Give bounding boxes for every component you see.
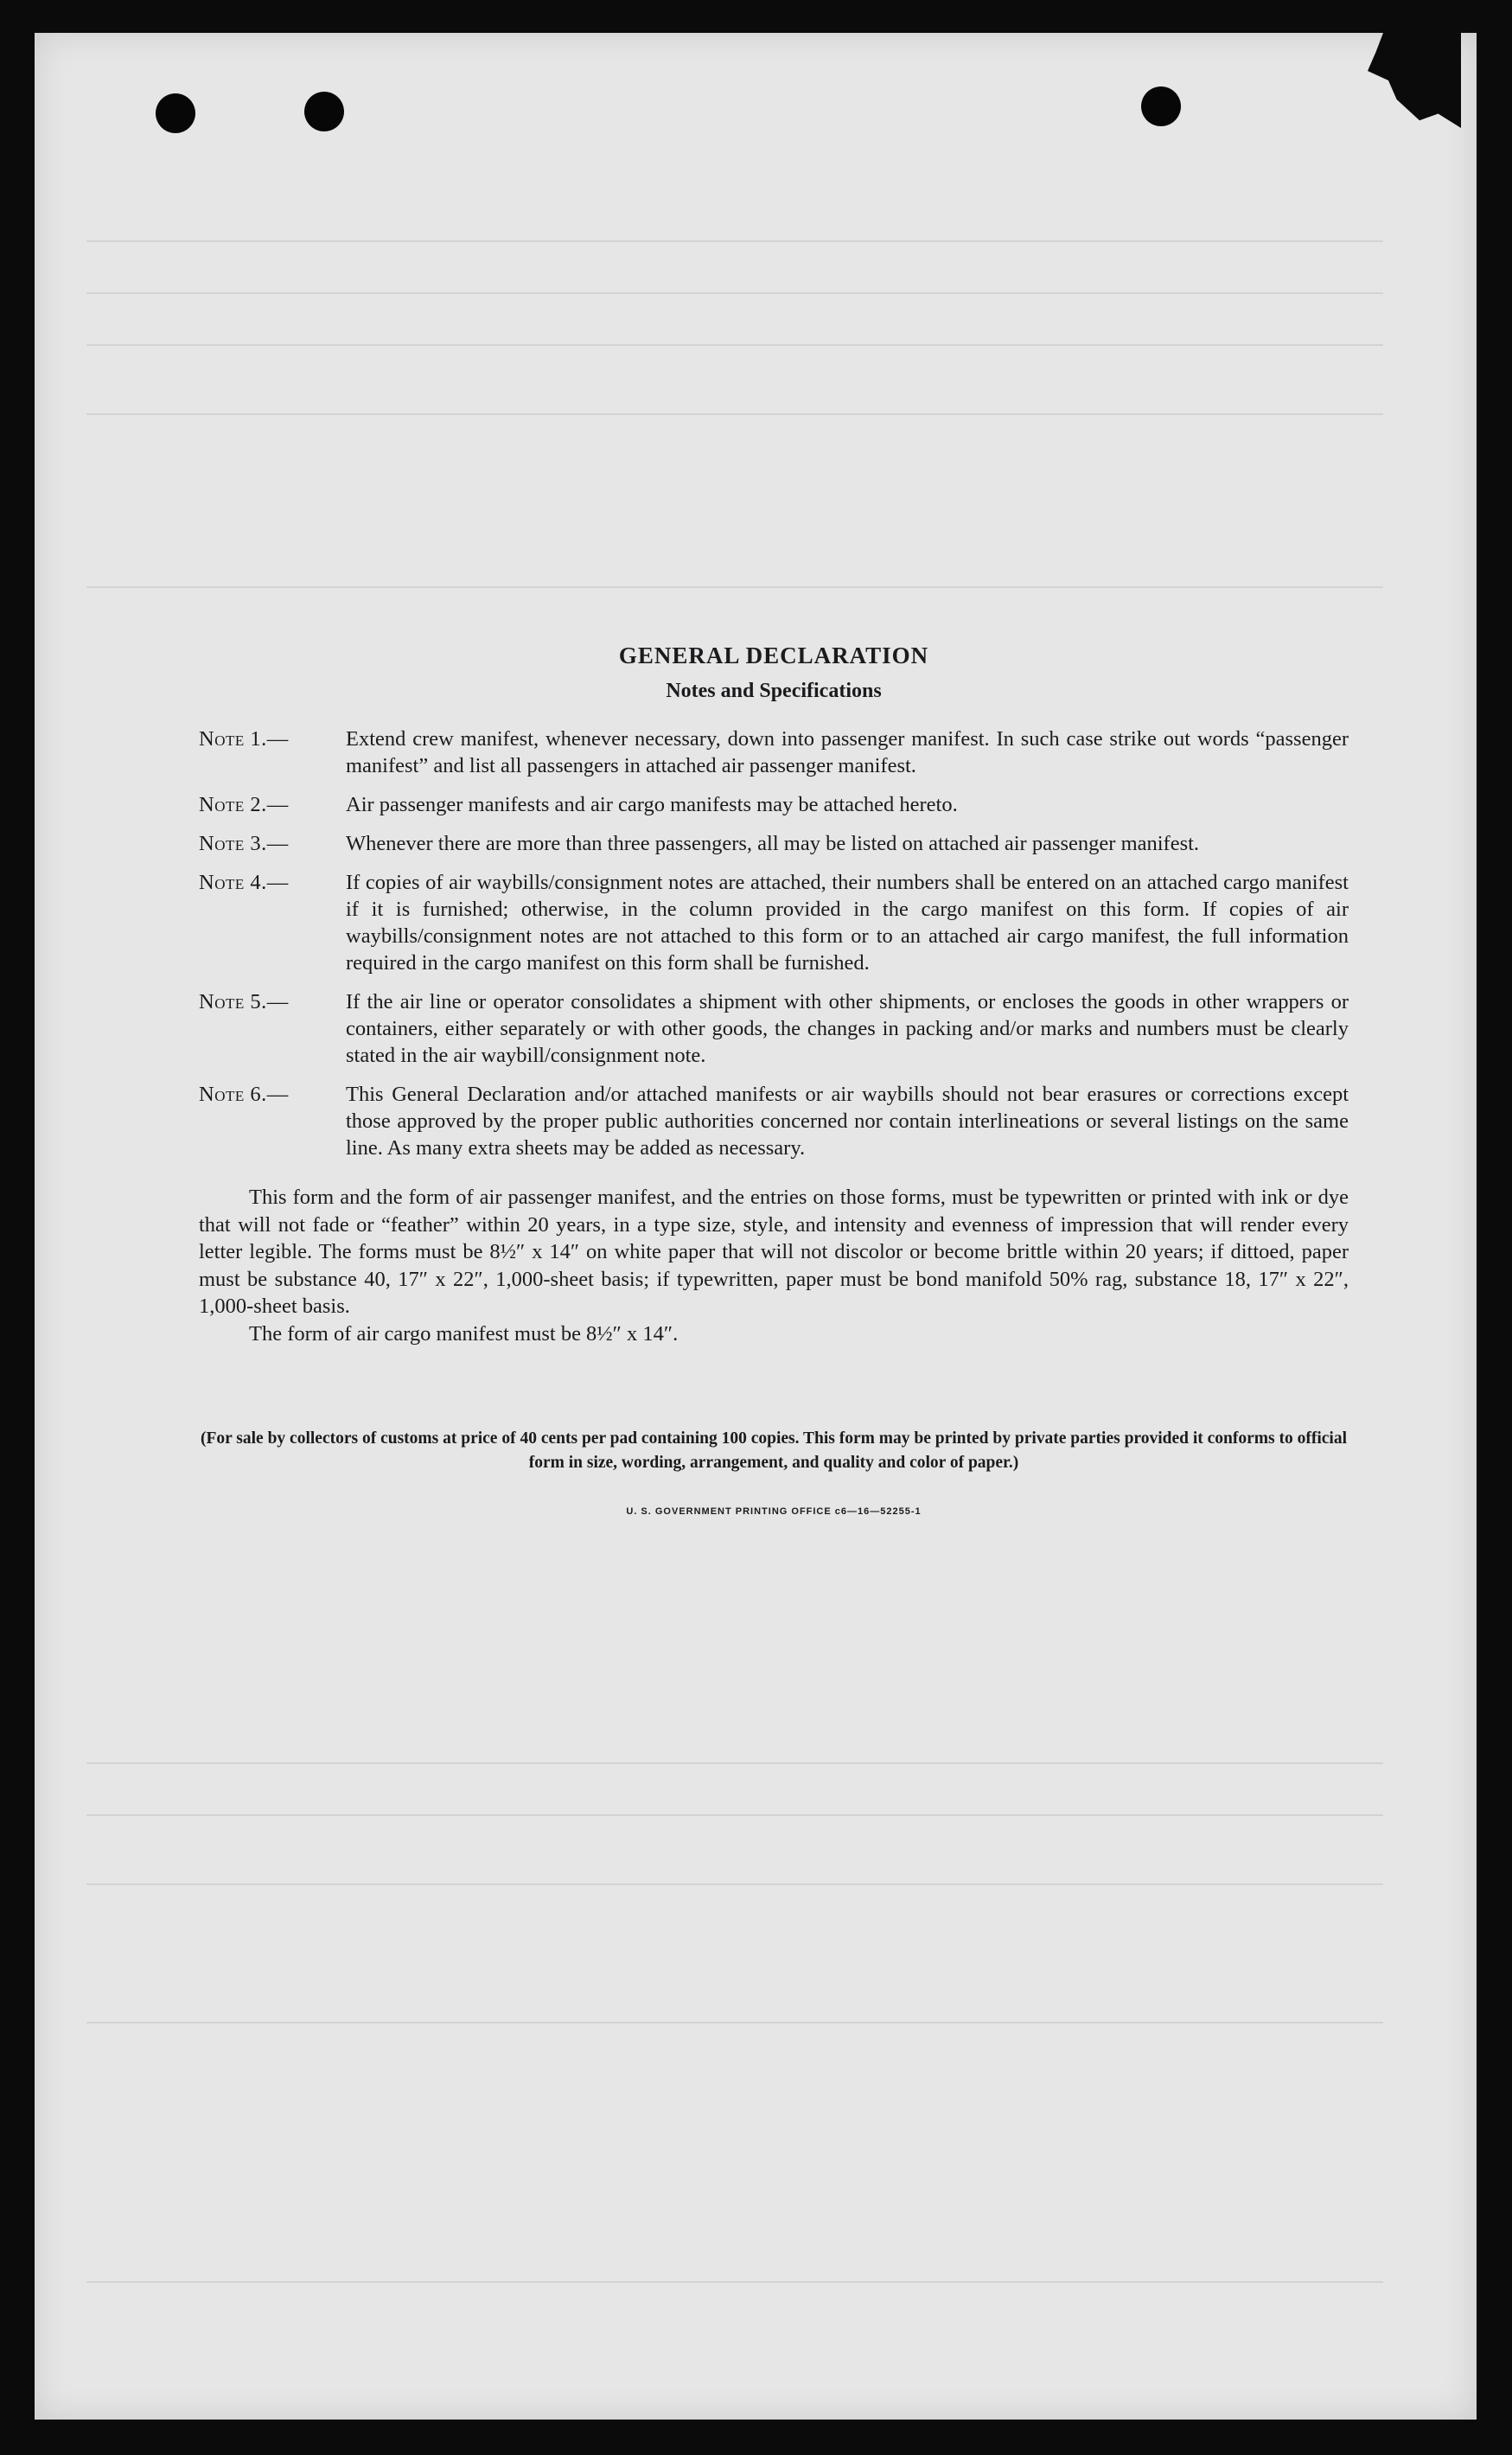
- note-text: Extend crew manifest, whenever necessary, down into passenger manifest. In such case strike out words “passenger manifest” and list all passengers in attached air passenger manifest.: [346, 727, 1349, 777]
- note-text: If the air line or operator consolidates a shipment with other shipments, or encloses the goods in other wrappers or containers, either separately or with other goods, the changes in packing and/or marks and numbers must be clearly stated in the air waybill/consignment note.: [346, 990, 1349, 1067]
- bleed-through-line: [86, 1762, 1383, 1764]
- note-label: Note 6.—: [199, 1083, 289, 1106]
- note-label: Note 5.—: [199, 990, 289, 1013]
- cargo-manifest-size-line: The form of air cargo manifest must be 8½″ x 14″.: [249, 1321, 679, 1346]
- document-subtitle: Notes and Specifications: [666, 680, 882, 702]
- punch-hole-right: [1141, 86, 1181, 126]
- printer-line: U. S. GOVERNMENT PRINTING OFFICE c6—16—52255-1: [626, 1506, 922, 1517]
- bleed-through-line: [86, 292, 1383, 294]
- note-label: Note 3.—: [199, 832, 289, 855]
- torn-corner: [1357, 33, 1461, 128]
- form-specification-paragraph: This form and the form of air passenger manifest, and the entries on those forms, must be typewritten or printed with ink or dye that will not fade or “feather” within 20 years, in a type size, style, and intensity and evenness of impression that will render every letter legible. The forms must be 8½″ x 14″ on white paper that will not discolor or become brittle within 20 years; if dittoed, paper must be substance 40, 17″ x 22″, 1,000-sheet basis; if typewritten, paper must be bond manifold 50% rag, substance 18, 17″ x 22″, 1,000-sheet basis.: [199, 1186, 1349, 1318]
- note-item: [199, 1081, 1349, 1161]
- bleed-through-line: [86, 1883, 1383, 1885]
- note-item: [199, 726, 1349, 779]
- note-text: Whenever there are more than three passengers, all may be listed on attached air passenger manifest.: [346, 832, 1200, 855]
- note-item: [199, 869, 1349, 976]
- bleed-through-line: [86, 344, 1383, 346]
- note-text: Air passenger manifests and air cargo manifests may be attached hereto.: [346, 793, 958, 816]
- document-page: [35, 33, 1477, 2420]
- note-item: [199, 988, 1349, 1069]
- note-item: [199, 830, 1349, 857]
- note-label: Note 4.—: [199, 871, 289, 894]
- punch-hole-left: [156, 93, 195, 133]
- bleed-through-line: [86, 2281, 1383, 2283]
- note-item: [199, 791, 1349, 818]
- note-label: Note 2.—: [199, 793, 289, 816]
- bleed-through-line: [86, 240, 1383, 242]
- sale-notice: (For sale by collectors of customs at price of 40 cents per pad containing 100 copies. This form may be printed by private parties provided it conforms to official form in size, wording, arrangement, and quality and color of paper.): [200, 1429, 1348, 1472]
- bleed-through-line: [86, 1814, 1383, 1816]
- note-label: Note 1.—: [199, 727, 289, 751]
- notes-section: [199, 643, 1349, 1517]
- document-title: GENERAL DECLARATION: [618, 643, 929, 668]
- bleed-through-line: [86, 586, 1383, 588]
- bleed-through-line: [86, 413, 1383, 415]
- bleed-through-line: [86, 2022, 1383, 2023]
- note-text: If copies of air waybills/consignment notes are attached, their numbers shall be entered on an attached cargo manifest if it is furnished; otherwise, in the column provided in the cargo manifest on this form. If copies of air waybills/consignment notes are not attached to this form or to an attached air cargo manifest, the full information required in the cargo manifest on this form shall be furnished.: [346, 871, 1349, 975]
- note-text: This General Declaration and/or attached manifests or air waybills should not bear erasures or corrections except those approved by the proper public authorities concerned nor contain interlineations or several listings on the same line. As many extra sheets may be added as necessary.: [346, 1083, 1349, 1160]
- punch-hole-middle: [304, 92, 344, 131]
